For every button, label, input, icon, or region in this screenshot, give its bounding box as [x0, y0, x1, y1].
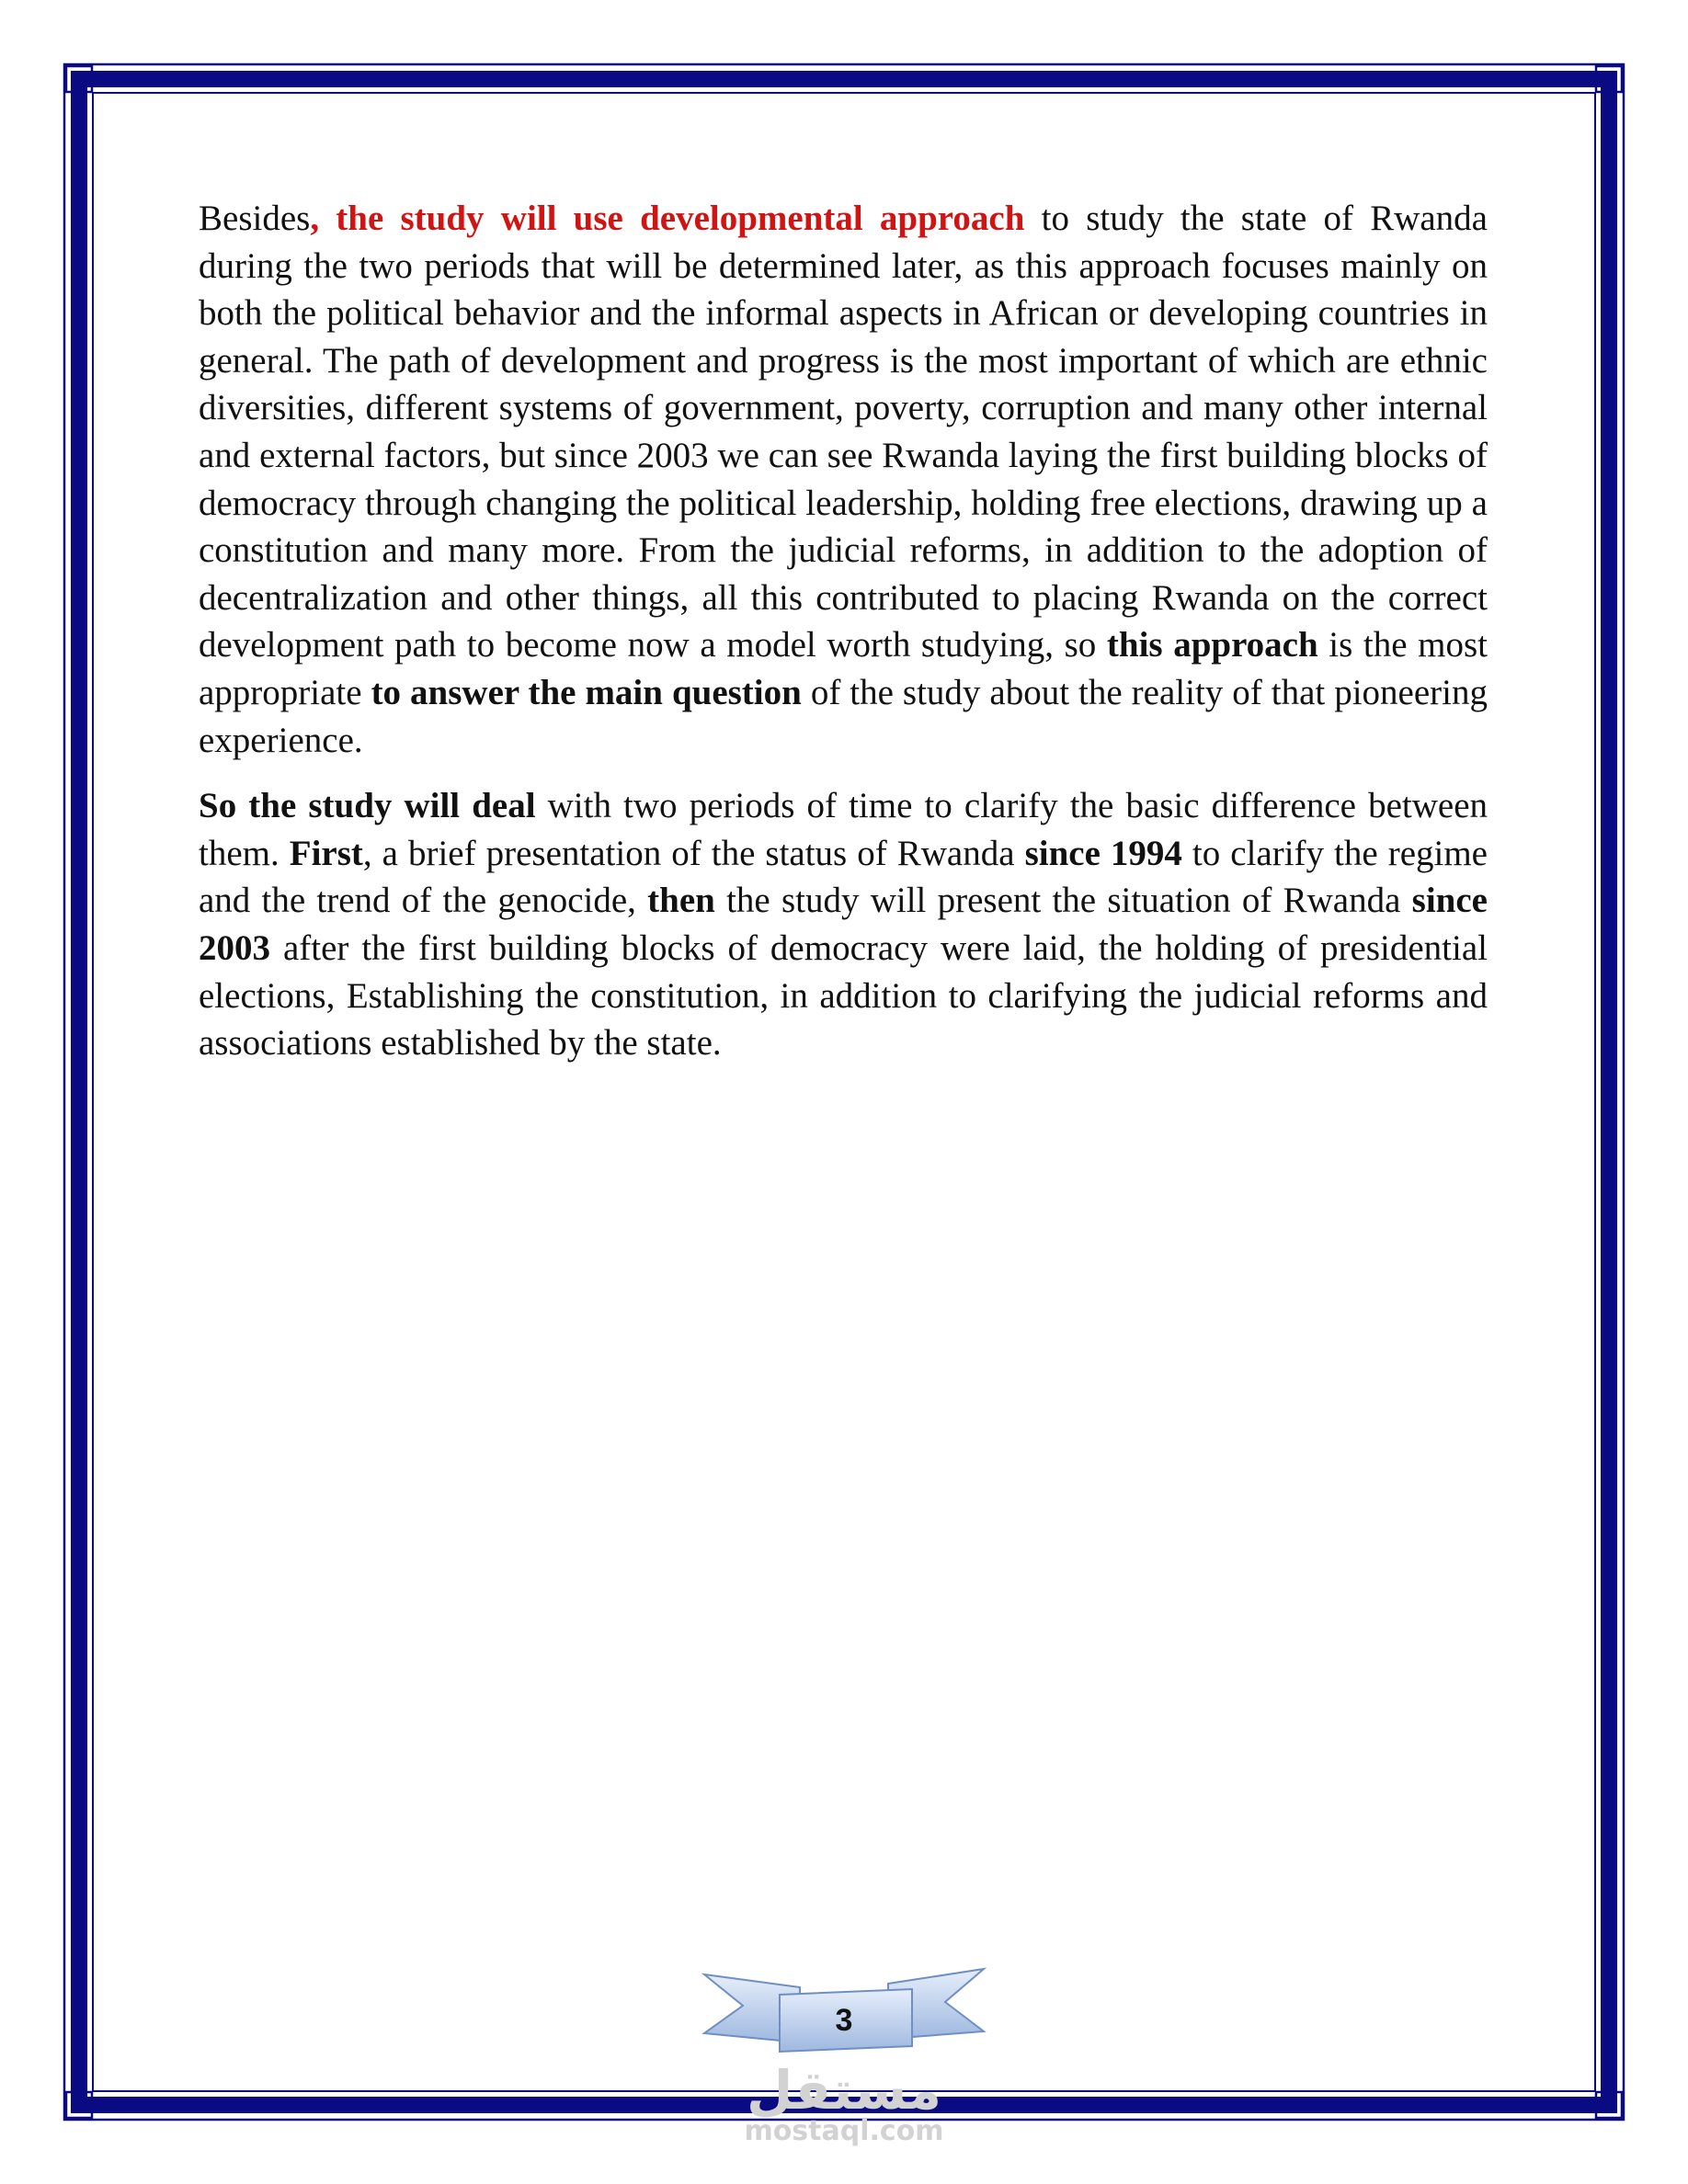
- highlighted-phrase: , the study will use developmental approach: [310, 199, 1025, 238]
- text-segment: to clarify the regime and the trend of the genocide,: [199, 833, 1488, 921]
- svg-text:مستقل: مستقل: [746, 2059, 942, 2121]
- bold-phrase: since 2003: [199, 881, 1488, 968]
- page-number: 3: [835, 2003, 853, 2038]
- text-segment: with two periods of time to clarify the basic difference between them.: [199, 786, 1488, 873]
- bold-phrase: this approach: [1106, 625, 1318, 665]
- text-segment: , a brief presentation of the status of Rwanda: [362, 833, 1025, 873]
- watermark-logo: [736, 2055, 952, 2147]
- bold-phrase: First: [289, 833, 363, 873]
- text-segment: the study will present the situation of Rwanda: [714, 881, 1412, 921]
- text-segment: to study the state of Rwanda during the two periods that will be determined later, as this approach focuses mainly on both the political behavior and the informal aspects in African or developing countries in general. The path of development and progress is the most important of which are ethnic diversities, different systems of government, poverty, corruption and many other internal and external factors, but since 2003 we can see Rwanda laying the first building blocks of democracy through changing the political leadership, holding free elections, drawing up a constitution and many more. From the judicial reforms, in addition to the adoption of decentralization and other things, all this contributed to placing Rwanda on the correct development path to become now a model worth studying, so: [199, 199, 1488, 665]
- text-segment: of the study about the reality of that pioneering experience.: [199, 672, 1488, 760]
- bold-phrase: to answer the main question: [371, 672, 802, 712]
- bold-phrase: So the study will deal: [199, 786, 536, 826]
- paragraph-periods: [199, 782, 1488, 1067]
- document-body: [199, 195, 1488, 1086]
- text-segment: after the first building blocks of democracy were laid, the holding of presidential elections, Establishing the constitution, in addition to clarifying the judicial reforms and associations established by the state.: [199, 927, 1488, 1064]
- text-segment: Besides: [199, 199, 311, 238]
- svg-text:mostaql.com: mostaql.com: [744, 2115, 944, 2147]
- paragraph-approach: [199, 195, 1488, 764]
- bold-phrase: since 1994: [1024, 833, 1182, 873]
- text-segment: is the most appropriate: [199, 625, 1488, 712]
- bold-phrase: then: [647, 881, 715, 921]
